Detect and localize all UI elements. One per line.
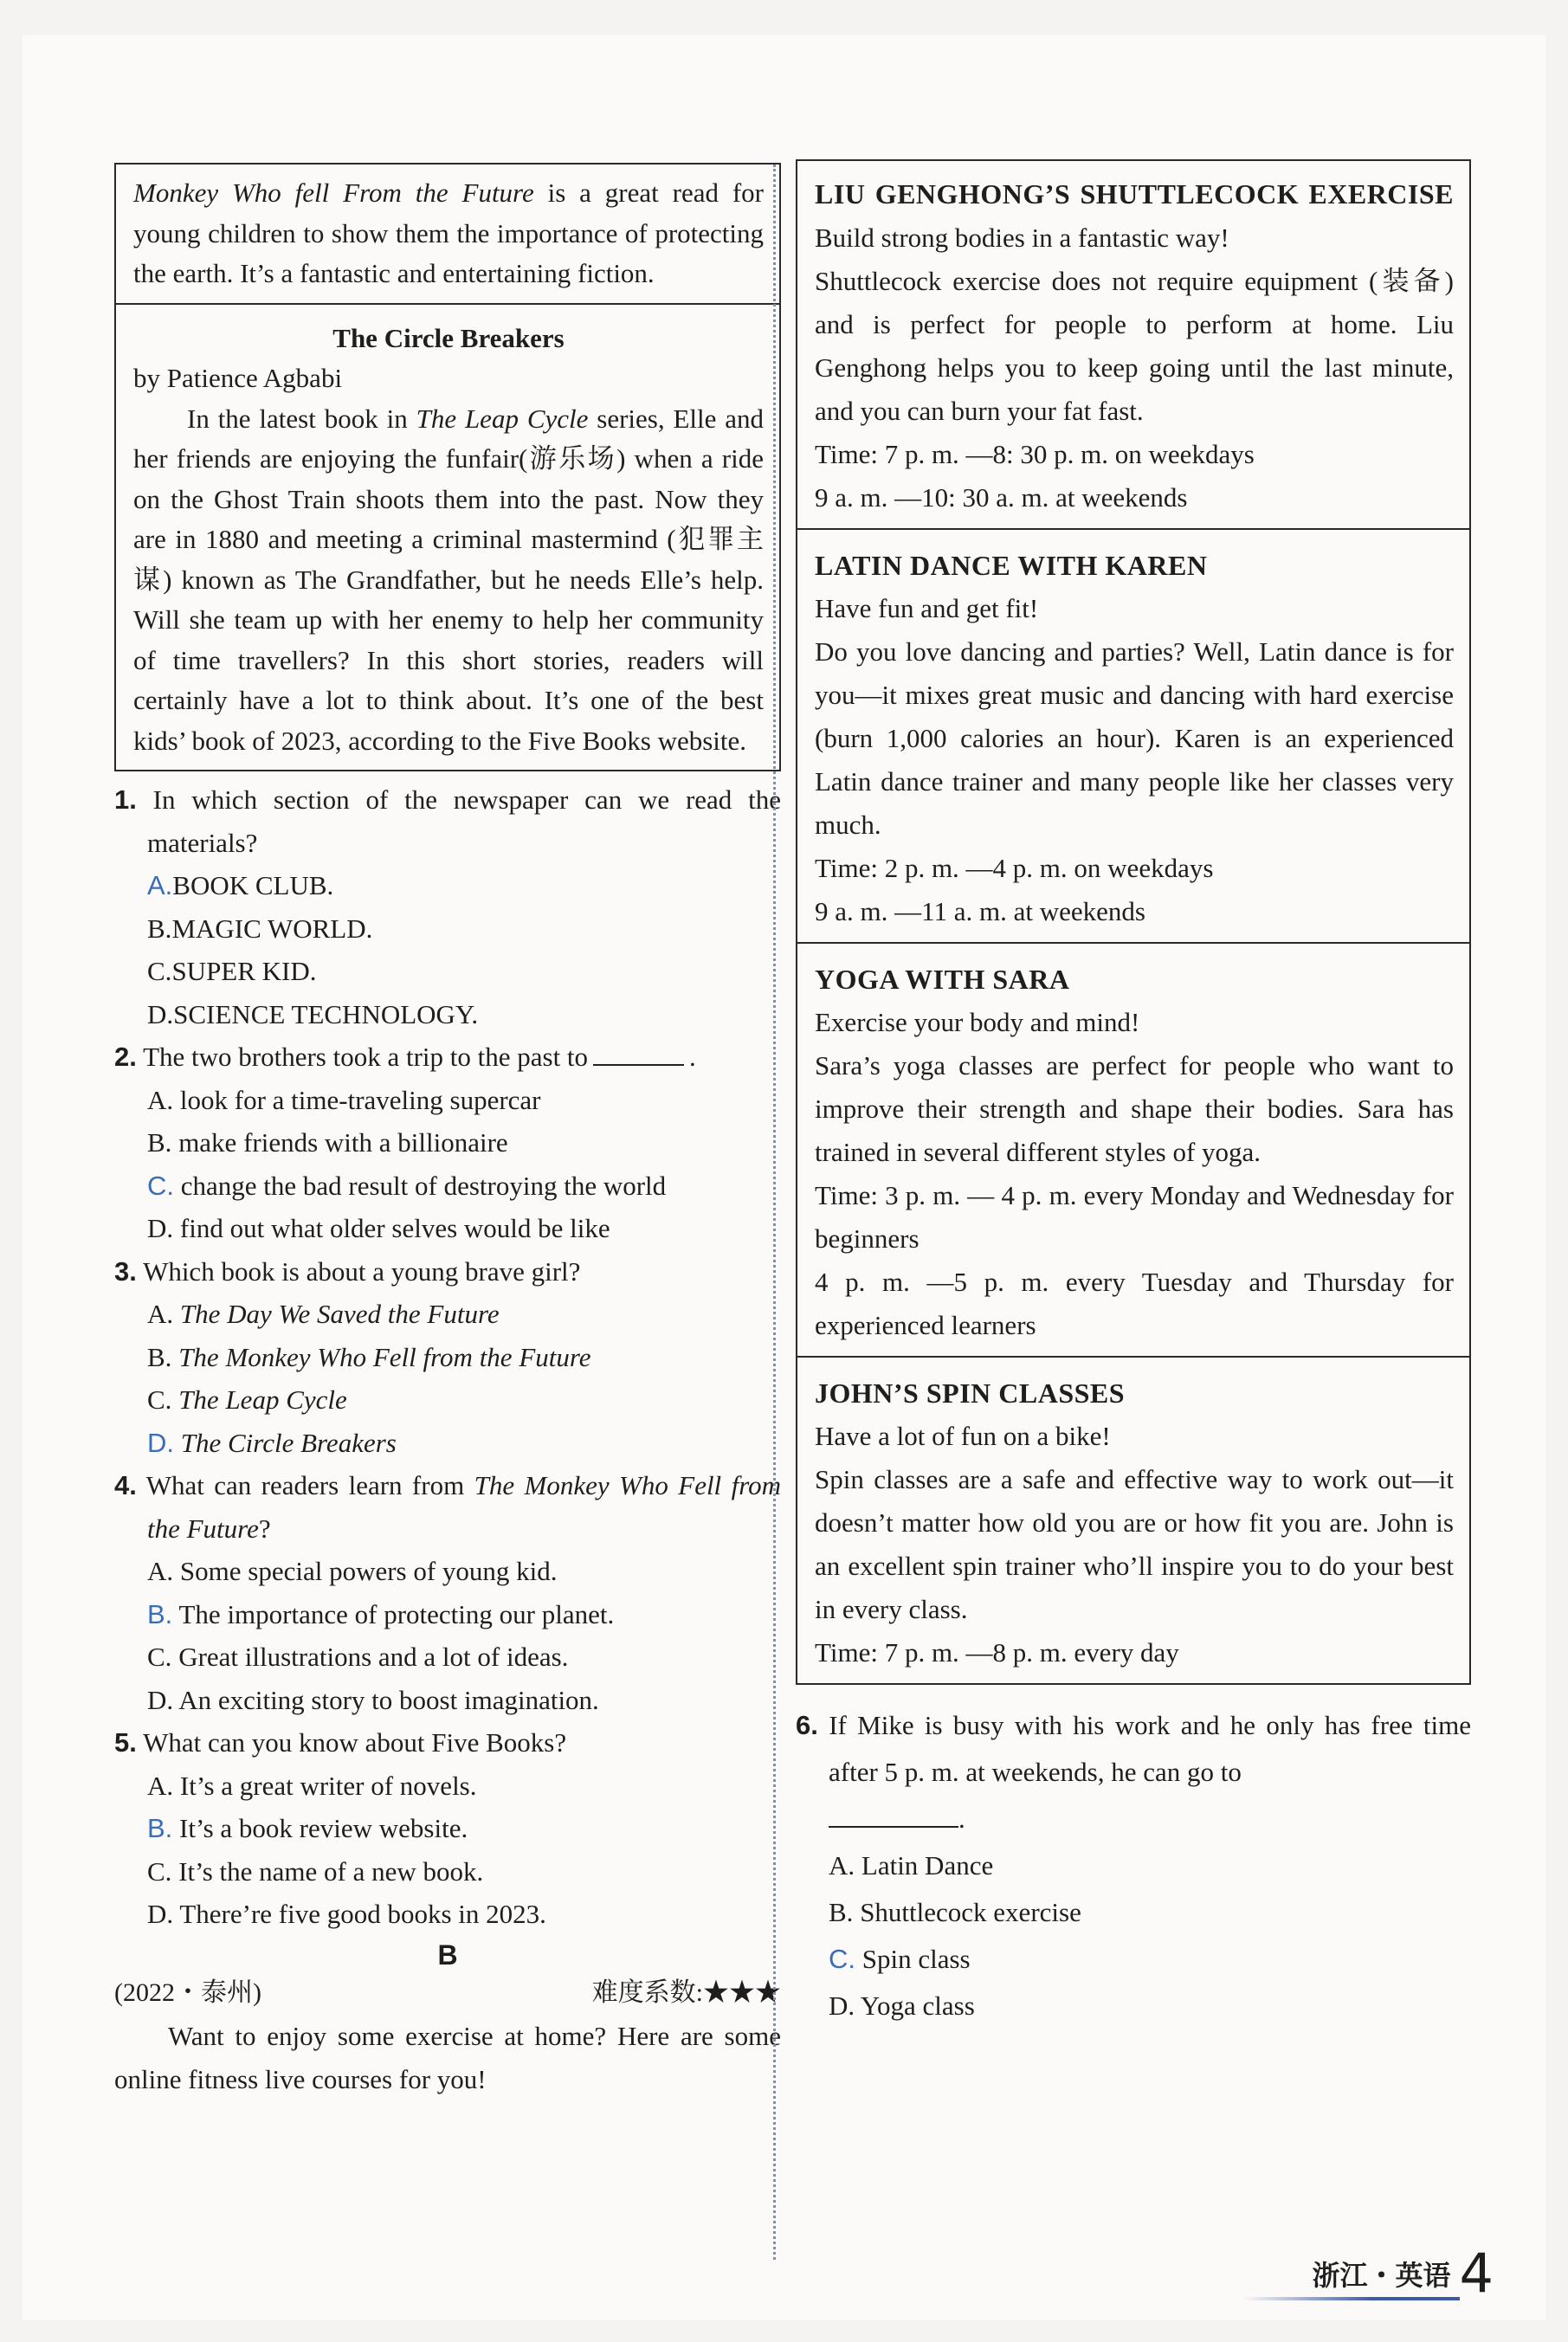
column-divider bbox=[773, 165, 776, 2260]
question-stem-title: The Monkey Who Fell from the Future bbox=[147, 1470, 781, 1544]
question-stem: The two brothers took a trip to the past to bbox=[143, 1042, 589, 1072]
option-text: look for a time-traveling supercar bbox=[179, 1084, 541, 1115]
question-stem: What can you know about Five Books? bbox=[143, 1727, 567, 1758]
difficulty-rating: 难度系数:★★★ bbox=[591, 1977, 781, 2007]
option-letter: D. bbox=[829, 1990, 855, 2021]
ad-slogan: Exercise your body and mind! bbox=[815, 1007, 1140, 1037]
option-letter: C. bbox=[147, 1384, 172, 1415]
answer-letter: B. bbox=[147, 1813, 173, 1843]
ad-title bbox=[815, 171, 1454, 216]
option-b bbox=[114, 907, 781, 951]
circle-breakers-text-1: In the latest book in bbox=[187, 403, 416, 434]
circle-breakers-title: The Circle Breakers bbox=[332, 322, 565, 353]
ad-title: LATIN DANCE WITH KAREN bbox=[815, 550, 1208, 581]
circle-breakers-text bbox=[133, 399, 764, 762]
circle-breakers-author: by Patience Agbabi bbox=[133, 363, 343, 393]
ad-yoga bbox=[797, 942, 1469, 1356]
option-b bbox=[114, 1336, 781, 1379]
ad-time-2: 4 p. m. —5 p. m. every Tuesday and Thursday for experienced learners bbox=[815, 1267, 1454, 1340]
left-column bbox=[114, 163, 781, 2101]
option-d bbox=[114, 1893, 781, 1936]
question-number: 4. bbox=[114, 1470, 137, 1500]
option-text: Shuttlecock exercise bbox=[860, 1897, 1081, 1927]
question-number: 5. bbox=[114, 1727, 137, 1758]
question-3 bbox=[114, 1250, 781, 1465]
option-c bbox=[114, 1850, 781, 1894]
option-c bbox=[114, 950, 781, 993]
ad-body: Do you love dancing and parties? Well, Latin dance is for you—it mixes great music and dancing with hard exercise (burn 1,000 calories an hour). Karen is an experienced Latin dance trainer and many people like her classes very much. bbox=[815, 636, 1454, 840]
ad-shuttlecock bbox=[797, 161, 1469, 528]
option-text: It’s the name of a new book. bbox=[178, 1855, 484, 1887]
option-letter: B. bbox=[147, 1341, 172, 1372]
option-text: Some special powers of young kid. bbox=[179, 1556, 558, 1586]
question-number: 3. bbox=[114, 1255, 137, 1287]
monkey-review bbox=[116, 165, 779, 303]
ad-spin bbox=[797, 1356, 1469, 1683]
option-a bbox=[114, 1550, 781, 1593]
page-footer bbox=[1312, 2242, 1494, 2305]
footer-label: 浙江・英语 bbox=[1313, 2254, 1451, 2300]
question-6 bbox=[796, 1702, 1471, 2029]
monkey-review-title: Monkey Who fell From the Future bbox=[133, 177, 534, 208]
option-letter: A. bbox=[147, 1299, 174, 1329]
option-letter: C. bbox=[147, 1642, 172, 1672]
right-column bbox=[796, 159, 1471, 2029]
option-c bbox=[114, 1636, 781, 1679]
ad-time-2: 9 a. m. —10: 30 a. m. at weekends bbox=[815, 482, 1188, 513]
option-d bbox=[114, 1422, 781, 1465]
question-stem: Which book is about a young brave girl? bbox=[143, 1255, 581, 1287]
option-a bbox=[114, 1765, 781, 1808]
answer-letter: C. bbox=[829, 1944, 855, 1974]
question-stem: In which section of the newspaper can we read the materials? bbox=[147, 784, 781, 858]
questions-a bbox=[114, 778, 781, 1936]
book-reviews-box bbox=[114, 163, 781, 771]
option-text: make friends with a billionaire bbox=[178, 1127, 508, 1158]
ad-title: YOGA WITH SARA bbox=[815, 964, 1070, 995]
question-2: 2. The two brothers took a trip to the past to . A. look for a time-traveling supercar B. make friends with a billionaire C. change the bad result of destroying the world D. find out what older selves would be like bbox=[114, 1036, 781, 1250]
option-text: Yoga class bbox=[860, 1990, 975, 2021]
ad-time-1: Time: 3 p. m. — 4 p. m. every Monday and Wednesday for beginners bbox=[815, 1180, 1454, 1254]
option-letter: C. bbox=[147, 956, 172, 986]
option-c bbox=[796, 1936, 1471, 1983]
ad-latin-dance bbox=[797, 528, 1469, 942]
answer-blank-line: . bbox=[796, 1796, 1471, 1842]
answer-blank bbox=[593, 1043, 684, 1066]
ad-title: JOHN’S SPIN CLASSES bbox=[815, 1377, 1126, 1409]
option-text: Latin Dance bbox=[861, 1850, 994, 1881]
option-text: It’s a great writer of novels. bbox=[179, 1770, 477, 1801]
answer-letter: D. bbox=[147, 1427, 174, 1458]
option-text: BOOK CLUB. bbox=[172, 870, 334, 900]
option-letter: A. bbox=[829, 1850, 855, 1881]
option-letter: A. bbox=[147, 1770, 174, 1801]
answer-letter: A. bbox=[147, 870, 173, 900]
question-1 bbox=[114, 778, 781, 1036]
option-a bbox=[114, 1079, 781, 1122]
question-number: 1. bbox=[114, 784, 137, 815]
section-b-source: (2022・泰州) bbox=[114, 1977, 261, 2007]
question-number: 6. bbox=[796, 1710, 818, 1740]
circle-breakers-review bbox=[116, 303, 779, 771]
answer-letter: C. bbox=[147, 1170, 174, 1201]
question-4 bbox=[114, 1464, 781, 1721]
option-text: Great illustrations and a lot of ideas. bbox=[178, 1642, 569, 1672]
option-text: There’re five good books in 2023. bbox=[179, 1899, 546, 1929]
option-letter: A. bbox=[147, 1556, 174, 1586]
question-5 bbox=[114, 1721, 781, 1936]
option-c bbox=[114, 1165, 781, 1208]
option-a bbox=[796, 1842, 1471, 1889]
option-b bbox=[796, 1889, 1471, 1936]
option-d bbox=[114, 1679, 781, 1722]
option-d bbox=[114, 1207, 781, 1250]
ad-slogan: Have fun and get fit! bbox=[815, 593, 1039, 623]
answer-letter: B. bbox=[147, 1598, 173, 1629]
option-text: It’s a book review website. bbox=[179, 1813, 468, 1843]
option-text: Spin class bbox=[861, 1944, 971, 1974]
option-b bbox=[114, 1807, 781, 1850]
option-text: The Leap Cycle bbox=[178, 1384, 347, 1415]
question-stem-2: ? bbox=[258, 1513, 271, 1544]
option-letter: C. bbox=[147, 1855, 172, 1887]
option-text: find out what older selves would be like bbox=[179, 1213, 610, 1243]
section-b-label: B bbox=[437, 1939, 458, 1971]
option-letter: D. bbox=[147, 1213, 174, 1243]
ad-time-1: Time: 7 p. m. —8 p. m. every day bbox=[815, 1637, 1179, 1668]
section-b-meta bbox=[114, 1971, 781, 2015]
option-d bbox=[796, 1983, 1471, 2029]
section-b-intro: Want to enjoy some exercise at home? Here are some online fitness live courses for you! bbox=[114, 2020, 781, 2094]
question-number: 2. bbox=[114, 1042, 137, 1072]
option-b bbox=[114, 1593, 781, 1636]
option-a bbox=[114, 1293, 781, 1336]
option-letter: B. bbox=[829, 1897, 854, 1927]
question-stem: If Mike is busy with his work and he only has free time after 5 p. m. at weekends, he can go to bbox=[829, 1710, 1472, 1787]
ad-time-1: Time: 7 p. m. —8: 30 p. m. on weekdays bbox=[815, 439, 1255, 469]
option-text: The Circle Breakers bbox=[180, 1427, 397, 1458]
option-text: An exciting story to boost imagination. bbox=[178, 1684, 599, 1715]
option-text: SCIENCE TECHNOLOGY. bbox=[173, 998, 479, 1029]
ad-time-1: Time: 2 p. m. —4 p. m. on weekdays bbox=[815, 853, 1214, 883]
fitness-ads-box bbox=[796, 159, 1471, 1685]
option-letter: D. bbox=[147, 1684, 174, 1715]
leap-cycle-series: The Leap Cycle bbox=[416, 403, 589, 434]
option-text: The Day We Saved the Future bbox=[179, 1299, 500, 1329]
option-text: change the bad result of destroying the world bbox=[180, 1170, 667, 1201]
option-letter: B. bbox=[147, 913, 172, 944]
option-letter: D. bbox=[147, 998, 174, 1029]
option-c bbox=[114, 1378, 781, 1422]
ad-body: Sara’s yoga classes are perfect for people who want to improve their strength and shape their bodies. Sara has trained in several different styles of yoga. bbox=[815, 1050, 1454, 1167]
option-text: The Monkey Who Fell from the Future bbox=[178, 1341, 591, 1372]
option-letter: A. bbox=[147, 1084, 174, 1115]
ad-body: Shuttlecock exercise does not require equipment (装备) and is perfect for people to perform at home. Liu Genghong helps you to keep going until the last minute, and you can burn your fat fast. bbox=[815, 266, 1454, 426]
page-sheet bbox=[23, 35, 1545, 2320]
option-text: SUPER KID. bbox=[171, 956, 317, 986]
option-letter: B. bbox=[147, 1127, 172, 1158]
page-number: 4 bbox=[1459, 2242, 1494, 2305]
option-letter: D. bbox=[147, 1899, 174, 1929]
option-a bbox=[114, 864, 781, 907]
ad-title-text: LIU GENGHONG’S SHUTTLECOCK EXERCISE bbox=[815, 178, 1454, 210]
option-d bbox=[114, 993, 781, 1036]
option-text: The importance of protecting our planet. bbox=[178, 1598, 615, 1629]
question-stem-1: What can readers learn from bbox=[145, 1470, 474, 1500]
ad-slogan: Build strong bodies in a fantastic way! bbox=[815, 223, 1229, 253]
option-b bbox=[114, 1121, 781, 1165]
circle-breakers-text-2: series, Elle and her friends are enjoying the funfair(游乐场) when a ride on the Ghost Train shoots them into the past. Now they are in 1880 and meeting a criminal mastermind (犯罪主谋) known as The Grandfather, but he needs Elle’s help. Will she team up with her enemy to help her community of time travellers? In this short stories, readers will certainly have a lot to think about. It’s one of the best kids’ book of 2023, according to the Five Books website. bbox=[133, 403, 765, 756]
answer-blank bbox=[829, 1805, 958, 1828]
ad-slogan: Have a lot of fun on a bike! bbox=[815, 1421, 1111, 1451]
option-text: MAGIC WORLD. bbox=[171, 913, 373, 944]
monkey-review-text: is a great read for young children to show them the importance of protecting the earth. It’s a fantastic and entertaining fiction. bbox=[133, 177, 764, 288]
ad-time-2: 9 a. m. —11 a. m. at weekends bbox=[815, 896, 1145, 926]
ad-body: Spin classes are a safe and effective way to work out—it doesn’t matter how old you are or how fit you are. John is an excellent spin trainer who’ll inspire you to do your best in every class. bbox=[815, 1464, 1454, 1624]
